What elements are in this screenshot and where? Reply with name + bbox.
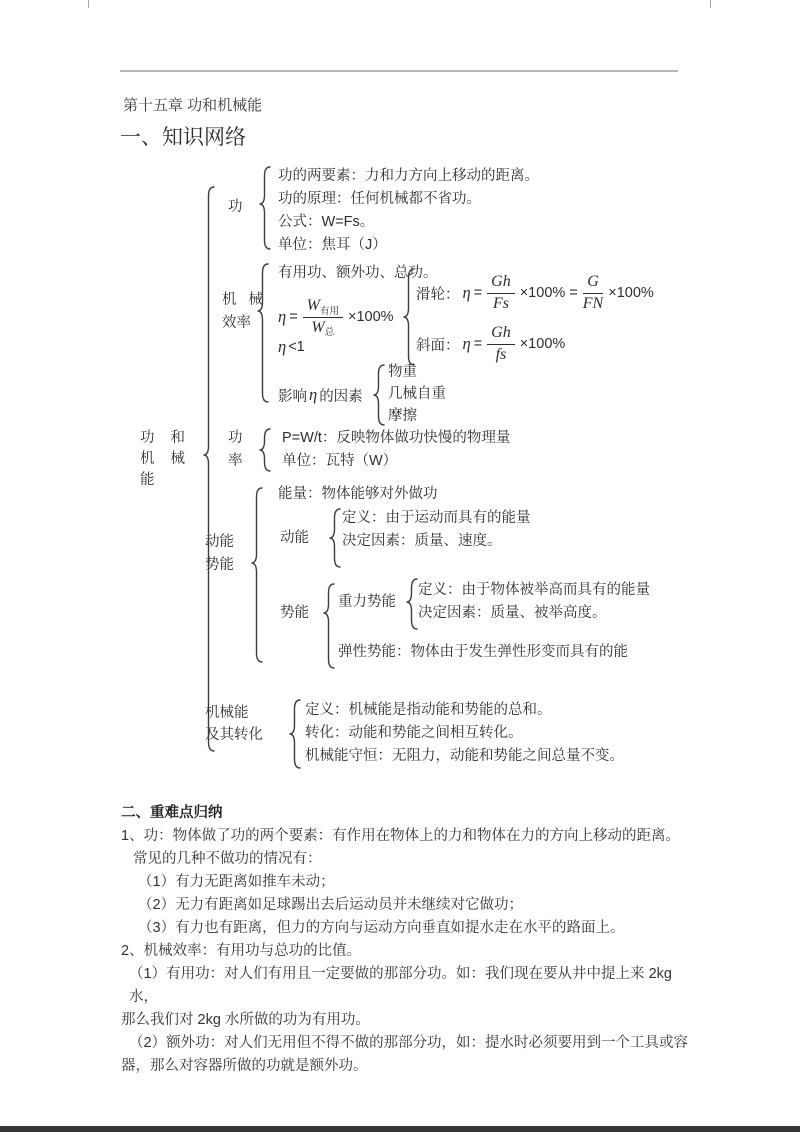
denominator-subscript: 总 <box>324 326 335 338</box>
efficiency-label-line2: 效率 <box>222 315 251 331</box>
factor-1: 物重 <box>388 364 417 380</box>
pulley-label: 滑轮： <box>416 286 460 303</box>
factor-3: 摩擦 <box>388 408 417 424</box>
denominator: fs <box>495 345 507 363</box>
incline-formula <box>416 322 565 366</box>
power-label-line1: 功 <box>228 430 243 446</box>
energy-definition: 能量：物体能够对外做功 <box>278 486 438 502</box>
fraction <box>303 297 343 337</box>
kinetic-brace <box>328 508 341 573</box>
denominator: Fs <box>492 294 509 312</box>
denominator: W <box>311 318 325 336</box>
bottom-bar <box>0 1126 800 1132</box>
section2-title: 二、重难点归纳 <box>121 805 223 821</box>
root-label-line1: 功 和 <box>140 430 192 446</box>
page-edge-left <box>88 0 89 8</box>
efficiency-label-line1: 机 械 <box>222 292 268 308</box>
work-item-1: 功的两要素：力和力方向上移动的距离。 <box>278 168 539 184</box>
eta-symbol: η <box>462 283 471 302</box>
numerator: G <box>587 273 599 291</box>
factors-label-pre: 影响 <box>278 388 307 405</box>
note-line: （1）有用功：对人们有用且一定要做的那部分功。如：我们现在要从井中提上来 2kg 水， <box>129 966 672 1005</box>
elastic-potential-item: 弹性势能：物体由于发生弹性形变而具有的能 <box>338 644 628 660</box>
gravity-potential-brace <box>405 578 418 635</box>
equals-sign: = <box>289 309 298 325</box>
percent-suffix: ×100% <box>519 336 566 352</box>
note-line: 2、机械效率：有用功与总功的比值。 <box>121 943 362 959</box>
power-item-1: P=W/t：反映物体做功快慢的物理量 <box>282 430 511 446</box>
equals-sign: = <box>473 336 483 352</box>
kinetic-label: 动能 <box>280 530 309 546</box>
section1-title: 一、知识网络 <box>120 126 246 149</box>
factors-label <box>278 384 363 406</box>
eta-symbol: η <box>278 307 287 326</box>
percent-suffix: ×100% <box>608 285 654 301</box>
root-label-line3: 能 <box>140 472 155 488</box>
mech-energy-label-line1: 机械能 <box>205 705 249 721</box>
note-line: （2）无力有距离如足球踢出去后运动员并未继续对它做功； <box>138 897 524 913</box>
efficiency-item-1: 有用功、额外功、总功。 <box>278 265 438 281</box>
efficiency-brace <box>256 263 269 408</box>
fraction <box>487 324 515 364</box>
mech-energy-label-line2: 及其转化 <box>205 727 263 743</box>
gravity-potential-label: 重力势能 <box>338 594 396 610</box>
root-brace <box>202 186 215 757</box>
numerator: Gh <box>491 273 511 291</box>
kinetic-item-2: 决定因素：质量、速度。 <box>342 533 502 549</box>
equals-sign: = <box>473 285 483 301</box>
energy-label-line2: 势能 <box>205 557 234 573</box>
percent-suffix: ×100% <box>348 309 394 325</box>
incline-label: 斜面： <box>416 337 460 354</box>
root-label-line2: 机 械 <box>140 451 192 467</box>
work-label: 功 <box>228 199 243 215</box>
header-separator <box>120 70 678 72</box>
potential-brace <box>322 583 335 674</box>
percent-equals: ×100% = <box>519 285 578 301</box>
eta-symbol: η <box>462 334 471 353</box>
note-line: 那么我们对 2kg 水所做的功为有用功。 <box>121 1012 370 1028</box>
mech-energy-item-1: 定义：机械能是指动能和势能的总和。 <box>305 702 552 718</box>
energy-brace <box>250 487 263 668</box>
note-line: （1）有力无距离如推车未动； <box>138 874 335 890</box>
note-line: 常见的几种不做功的情况有： <box>133 851 322 867</box>
less-than-one: <1 <box>288 339 305 355</box>
pulley-formula <box>416 271 654 315</box>
gravity-item-2: 决定因素：质量、被举高度。 <box>418 605 607 621</box>
efficiency-formula <box>278 295 394 339</box>
numerator-subscript: 有用 <box>319 305 339 317</box>
factors-label-post: 的因素 <box>319 388 363 405</box>
work-brace <box>258 166 271 255</box>
note-line: 1、功：物体做了功的两个要素：有作用在物体上的力和物体在力的方向上移动的距离。 <box>121 828 681 844</box>
notes-section <box>121 802 696 1078</box>
work-item-3: 公式：W=Fs。 <box>278 214 375 230</box>
fraction <box>487 273 515 313</box>
work-item-4: 单位：焦耳（J） <box>278 237 387 253</box>
kinetic-item-1: 定义：由于运动而具有的能量 <box>342 510 531 526</box>
mech-energy-item-3: 机械能守恒：无阻力，动能和势能之间总量不变。 <box>305 748 624 764</box>
eta-symbol: η <box>309 385 318 404</box>
factors-brace <box>372 364 385 431</box>
chapter-title: 第十五章 功和机械能 <box>123 97 263 114</box>
potential-label: 势能 <box>280 605 309 621</box>
power-brace <box>258 428 271 477</box>
fraction <box>583 273 603 313</box>
power-label-line2: 率 <box>228 453 243 469</box>
factor-2: 几械自重 <box>388 386 446 402</box>
note-line: （2）额外功：对人们无用但不得不做的那部分功，如：提水时必须要用到一个工具或容 <box>129 1035 689 1051</box>
power-item-2: 单位：瓦特（W） <box>282 453 398 469</box>
page-edge-right <box>710 0 711 8</box>
work-item-2: 功的原理：任何机械都不省功。 <box>278 191 481 207</box>
gravity-item-1: 定义：由于物体被举高而具有的能量 <box>418 582 650 598</box>
eta-condition <box>278 336 305 358</box>
note-line: 器，那么对容器所做的功就是额外功。 <box>121 1058 368 1074</box>
note-line: （3）有力也有距离，但力的方向与运动方向垂直如提水走在水平的路面上。 <box>138 920 625 936</box>
mech-energy-item-2: 转化：动能和势能之间相互转化。 <box>305 725 523 741</box>
pulley-incline-brace <box>402 268 415 371</box>
eta-symbol: η <box>278 337 287 356</box>
energy-label-line1: 动能 <box>205 534 234 550</box>
numerator: W <box>306 297 320 315</box>
mech-energy-brace <box>288 699 301 774</box>
numerator: Gh <box>491 324 511 342</box>
denominator: FN <box>582 294 604 312</box>
